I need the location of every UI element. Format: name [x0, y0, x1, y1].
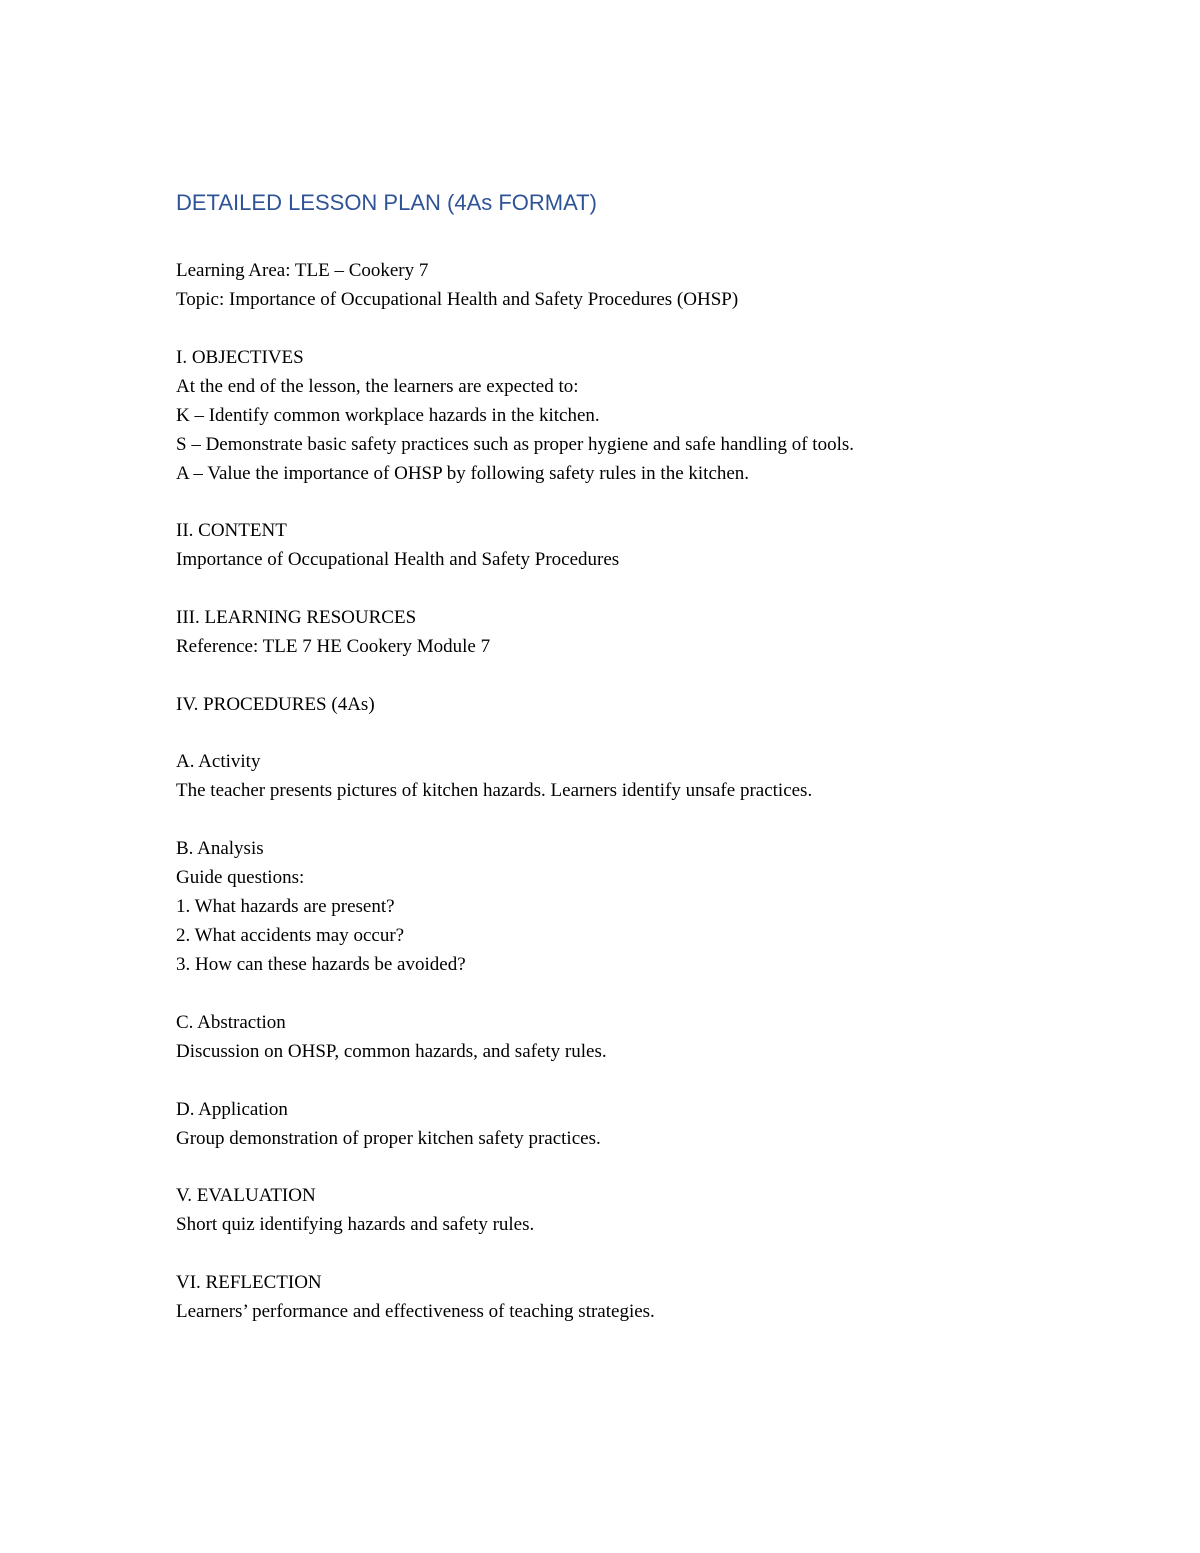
resources-text: Reference: TLE 7 HE Cookery Module 7: [176, 636, 491, 658]
paragraph-gap: [176, 719, 854, 748]
document-title: DETAILED LESSON PLAN (4As FORMAT): [176, 190, 597, 215]
procedures-heading: IV. PROCEDURES (4As): [176, 693, 375, 715]
analysis-question-3: 3. How can these hazards be avoided?: [176, 954, 466, 976]
content-text: Importance of Occupational Health and Safety Procedures: [176, 549, 620, 571]
paragraph-gap: [176, 1239, 854, 1268]
reflection-text: Learners’ performance and effectiveness of teaching strategies.: [176, 1300, 655, 1322]
objective-skill: S – Demonstrate basic safety practices such as proper hygiene and safe handling of tools.: [176, 433, 854, 455]
paragraph-gap: [176, 574, 854, 603]
abstraction-text: Discussion on OHSP, common hazards, and safety rules.: [176, 1040, 607, 1062]
paragraph-gap: [176, 805, 854, 834]
paragraph-gap: [176, 314, 854, 343]
activity-heading: A. Activity: [176, 751, 261, 773]
paragraph-gap: [176, 979, 854, 1008]
paragraph-gap: [176, 1066, 854, 1095]
resources-heading: III. LEARNING RESOURCES: [176, 607, 417, 629]
learning-area-line: Learning Area: TLE – Cookery 7: [176, 260, 429, 281]
application-text: Group demonstration of proper kitchen safety practices.: [176, 1127, 601, 1149]
objectives-intro: At the end of the lesson, the learners are expected to:: [176, 375, 579, 397]
abstraction-heading: C. Abstraction: [176, 1011, 286, 1033]
reflection-heading: VI. REFLECTION: [176, 1271, 322, 1293]
analysis-intro: Guide questions:: [176, 867, 305, 889]
evaluation-heading: V. EVALUATION: [176, 1185, 316, 1207]
objective-knowledge: K – Identify common workplace hazards in the kitchen.: [176, 404, 600, 426]
paragraph-gap: [176, 488, 854, 517]
document-body: [176, 256, 854, 1326]
objective-attitude: A – Value the importance of OHSP by following safety rules in the kitchen.: [176, 462, 750, 484]
activity-text: The teacher presents pictures of kitchen hazards. Learners identify unsafe practices.: [176, 780, 813, 802]
topic-line: Topic: Importance of Occupational Health and Safety Procedures (OHSP): [176, 289, 739, 310]
paragraph-gap: [176, 661, 854, 690]
paragraph-gap: [176, 1153, 854, 1182]
evaluation-text: Short quiz identifying hazards and safety rules.: [176, 1214, 535, 1236]
analysis-heading: B. Analysis: [176, 838, 264, 860]
application-heading: D. Application: [176, 1098, 288, 1120]
objectives-heading: I. OBJECTIVES: [176, 346, 304, 368]
content-heading: II. CONTENT: [176, 520, 287, 542]
analysis-question-2: 2. What accidents may occur?: [176, 925, 405, 947]
analysis-question-1: 1. What hazards are present?: [176, 896, 395, 918]
